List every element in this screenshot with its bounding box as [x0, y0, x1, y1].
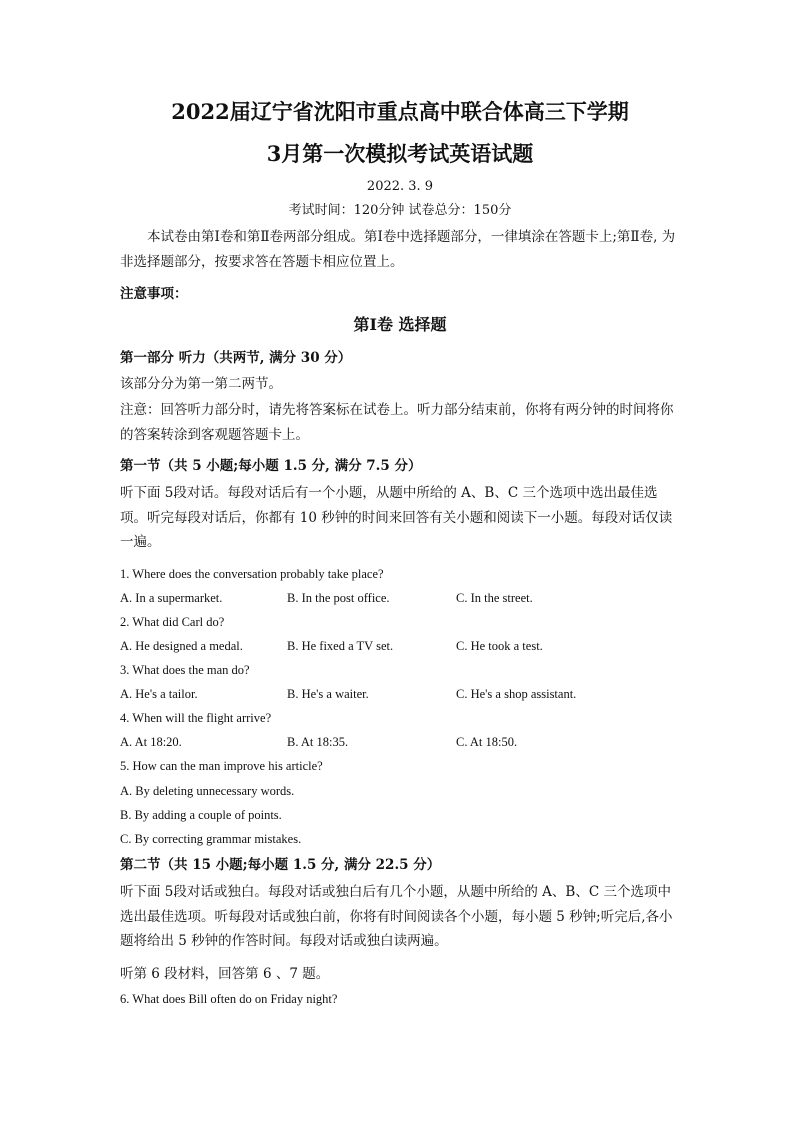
- section1-instructions: 听下面 5段对话。每段对话后有一个小题，从题中所给的 A、B、C 三个选项中选出最佳选项。听完每段对话后，你都有 10 秒钟的时间来回答有关小题和阅读下一小题。每段对话仅读一遍。: [120, 485, 673, 550]
- question-5-option-c: C. By correcting grammar mistakes.: [120, 832, 302, 846]
- option-c: C. In the street.: [456, 591, 533, 605]
- part1-note: 注意：回答听力部分时，请先将答案标在试卷上。听力部分结束前，你将有两分钟的时间将你的答案转涂到客观题答题卡上。: [120, 402, 674, 443]
- question-3-options: [120, 684, 680, 704]
- option-c: C. He took a test.: [456, 639, 543, 653]
- question-5: 5. How can the man improve his article?: [120, 759, 323, 773]
- question-6: 6. What does Bill often do on Friday night?: [120, 992, 338, 1006]
- option-b: B. In the post office.: [287, 591, 390, 605]
- question-5-option-a: A. By deleting unnecessary words.: [120, 784, 295, 798]
- exam-title-line1: 2022届辽宁省沈阳市重点高中联合体高三下学期: [171, 99, 629, 124]
- option-a: A. In a supermarket.: [120, 591, 223, 605]
- part1-heading: 第一部分 听力（共两节, 满分 30 分）: [120, 350, 352, 366]
- volume1-title: 第Ⅰ卷 选择题: [353, 315, 447, 334]
- exam-info: 考试时间：120分钟 试卷总分：150分: [288, 203, 512, 218]
- section2-instructions: 听下面 5段对话或独白。每段对话或独白后有几个小题，从题中所给的 A、B、C 三个选项中选出最佳选项。听每段对话或独白前，你将有时间阅读各个小题，每小题 5 秒钟;听完后,各小题将给出 5 秒钟的作答时间。每段对话或独白读两遍。: [120, 884, 673, 949]
- option-b: B. He's a waiter.: [287, 687, 369, 701]
- question-1: 1. Where does the conversation probably take place?: [120, 567, 384, 581]
- question-4-options: [120, 732, 680, 752]
- question-2-options: [120, 636, 680, 656]
- exam-title-line2: 3月第一次模拟考试英语试题: [266, 141, 534, 166]
- question-3: 3. What does the man do?: [120, 663, 250, 677]
- question-2: 2. What did Carl do?: [120, 615, 225, 629]
- part1-description: 该部分分为第一第二两节。: [120, 376, 282, 392]
- notice-label: 注意事项：: [120, 286, 188, 302]
- question-4: 4. When will the flight arrive?: [120, 711, 272, 725]
- intro-paragraph: 本试卷由第Ⅰ卷和第Ⅱ卷两部分组成。第Ⅰ卷中选择题部分，一律填涂在答题卡上;第Ⅱ卷, 为非选择题部分，按要求答在答题卡相应位置上。: [120, 229, 676, 270]
- exam-date: 2022. 3. 9: [366, 179, 434, 194]
- material-6-instruction: 听第 6 段材料，回答第 6 、7 题。: [120, 966, 330, 982]
- question-1-options: [120, 588, 680, 608]
- option-a: A. He's a tailor.: [120, 687, 198, 701]
- option-b: B. At 18:35.: [287, 735, 349, 749]
- section2-heading: 第二节（共 15 小题;每小题 1.5 分, 满分 22.5 分）: [120, 857, 441, 873]
- option-a: A. At 18:20.: [120, 735, 182, 749]
- option-b: B. He fixed a TV set.: [287, 639, 394, 653]
- option-a: A. He designed a medal.: [120, 639, 243, 653]
- option-c: C. He's a shop assistant.: [456, 687, 577, 701]
- question-5-option-b: B. By adding a couple of points.: [120, 808, 282, 822]
- section1-heading: 第一节（共 5 小题;每小题 1.5 分, 满分 7.5 分）: [120, 458, 422, 474]
- option-c: C. At 18:50.: [456, 735, 518, 749]
